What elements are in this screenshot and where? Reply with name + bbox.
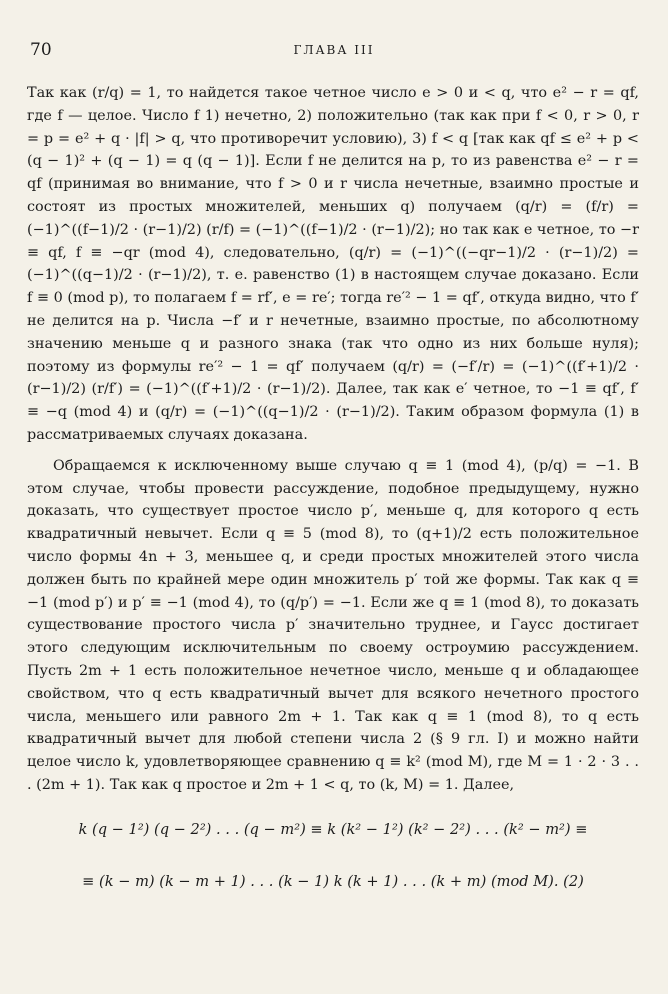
page-number: 70 [30, 40, 52, 60]
page-body [27, 82, 639, 901]
equation-line-1: k (q − 1²) (q − 2²) . . . (q − m²) ≡ k (k² − 1²) (k² − 2²) . . . (k² − m²) ≡ [78, 820, 588, 838]
running-title: ГЛАВА III [293, 43, 375, 57]
paragraph-2: Обращаемся к исключенному выше случаю q ≡ 1 (mod 4), (p/q) = −1. В этом случае, чтобы провести рассуждение, подобное предыдущему, нужно доказать, что существует простое число p′, меньше q, для которого q есть квадратичный невычет. Если q ≡ 5 (mod 8), то (q+1)/2 есть положительное число формы 4n + 3, меньшее q, и среди простых множителей этого числа должен быть по крайней мере один множитель p′ той же формы. Так как q ≡ −1 (mod p′) и p′ ≡ −1 (mod 4), то (q/p′) = −1. Если же q ≡ 1 (mod 8), то доказать существование простого числа p′ значительно труднее, и Гаусс достигает этого следующим исключительным по своему остроумию рассуждением. Пусть 2m + 1 есть положительное нечетное число, меньше q и обладающее свойством, что q есть квадратичный вычет для всякого нечетного простого числа, меньшего или равного 2m + 1. Так как q ≡ 1 (mod 8), то q есть квадратичный вычет для любой степени числа 2 (§ 9 гл. I) и можно найти целое число k, удовлетворяющее сравнению q ≡ k² (mod M), где M = 1 · 2 · 3 . . . (2m + 1). Так как q простое и 2m + 1 < q, то (k, M) = 1. Далее, [27, 457, 639, 793]
paragraph-1: Так как (r/q) = 1, то найдется такое четное число e > 0 и < q, что e² − r = qf, где f — целое. Число f 1) нечетно, 2) положительно (так как при f < 0, r > 0, r = p = e² + q · |f| > q, что противоречит условию), 3) f < q [так как qf ≤ e² + p < (q − 1)² + (q − 1) = q (q − 1)]. Если f не делится на p, то из равенства e² − r = qf (принимая во внимание, что f > 0 и r числа нечетные, взаимно простые и состоят из простых множителей, меньших q) получаем (q/r) = (f/r) = (−1)^((f−1)/2 · (r−1)/2) (r/f) = (−1)^((f−1)/2 · (r−1)/2); но так как e четное, то −r ≡ qf, f ≡ −qr (mod 4), следовательно, (q/r) = (−1)^((−qr−1)/2 · (r−1)/2) = (−1)^((q−1)/2 · (r−1)/2), т. е. равенство (1) в настоящем случае доказано. Если f ≡ 0 (mod p), то полагаем f = rf′, e = re′; тогда re′² − 1 = qf′, откуда видно, что f′ не делится на p. Числа −f′ и r нечетные, взаимно простые, по абсолютному значению меньше q и разного знака (так что одно из них больше нуля); поэтому из формулы re′² − 1 = qf′ получаем (q/r) = (−f′/r) = (−1)^((f′+1)/2 · (r−1)/2) (r/f′) = (−1)^((f′+1)/2 · (r−1)/2). Далее, так как e′ четное, то −1 ≡ qf′, f′ ≡ −q (mod 4) и (q/r) = (−1)^((q−1)/2 · (r−1)/2). Таким образом формула (1) в рассматриваемых случаях доказана. [27, 85, 639, 443]
equation-line-2: ≡ (k − m) (k − m + 1) . . . (k − 1) k (k + 1) . . . (k + m) (mod M). (2) [82, 872, 584, 890]
page-header [26, 40, 642, 64]
